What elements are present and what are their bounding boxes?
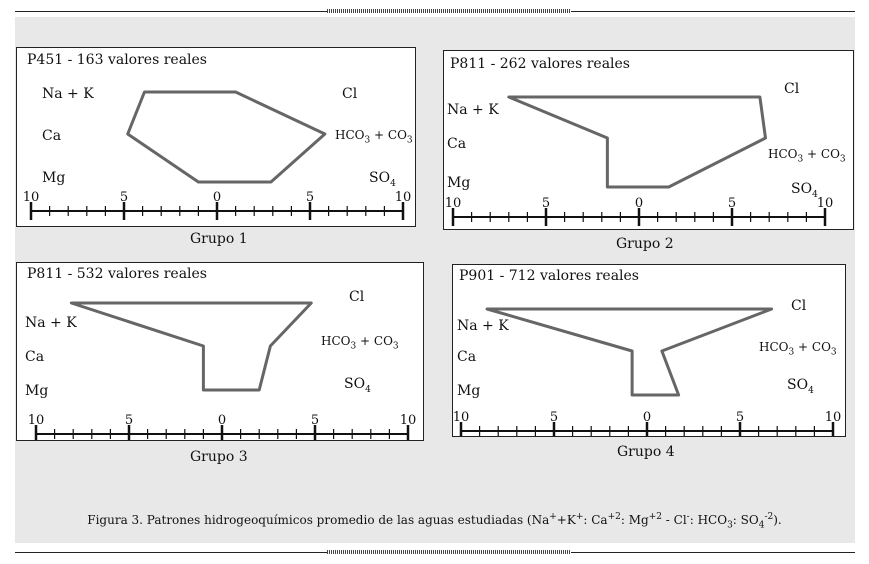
tick-label: 5 [124, 413, 134, 428]
tick-label: 10 [816, 196, 834, 211]
diagram-title: P811 - 532 valores reales [27, 266, 207, 282]
tick-label: 5 [310, 413, 320, 428]
figure-caption: Figura 3. Patrones hidrogeoquímicos promedio de las aguas estudiadas (Na++K+: $Ca^{+2}$: $Mg^{+2} - Cl^-$: $HCO_3$: $SO_4^{-2}$). [87, 512, 782, 531]
tick-label: 10 [444, 196, 462, 211]
tick-label: 5 [119, 190, 129, 205]
diagram-plot [444, 51, 853, 229]
stiff-diagram-3 [16, 262, 424, 441]
diagram-plot [17, 48, 415, 226]
stiff-diagram-1 [16, 47, 416, 227]
label-hco3-co3: $HCO_3 + CO_3$ [759, 340, 837, 358]
stiff-polygon [487, 309, 772, 395]
stiff-polygon [71, 303, 311, 390]
label-na-k: Na + K [447, 102, 499, 118]
label-ca: Ca [25, 349, 45, 365]
label-so4: $SO_4$ [791, 181, 818, 200]
tick-label: 0 [212, 190, 222, 205]
tick-label: 5 [727, 196, 737, 211]
tick-label: 0 [217, 413, 227, 428]
stiff-diagram-2 [443, 50, 854, 230]
tick-label: 10 [824, 410, 842, 425]
tick-label: 10 [27, 413, 45, 428]
stiff-diagram-4 [452, 264, 846, 437]
group-label: Grupo 2 [616, 236, 674, 252]
group-label: Grupo 4 [617, 444, 675, 460]
label-ca: Ca [42, 128, 62, 144]
bottom-rule-ornament [327, 550, 571, 554]
label-mg: Mg [447, 175, 471, 191]
label-mg: Mg [25, 383, 49, 399]
tick-label: 5 [735, 410, 745, 425]
label-cl: Cl [791, 298, 807, 314]
label-mg: Mg [457, 383, 481, 399]
tick-label: 10 [394, 190, 412, 205]
tick-label: 5 [305, 190, 315, 205]
label-ca: Ca [457, 349, 477, 365]
label-so4: $SO_4$ [344, 376, 371, 395]
stiff-polygon [509, 97, 766, 187]
stiff-polygon [128, 92, 325, 182]
label-cl: Cl [349, 289, 365, 305]
label-mg: Mg [42, 170, 66, 186]
label-so4: $SO_4$ [787, 377, 814, 396]
diagram-plot [453, 265, 845, 436]
group-label: Grupo 3 [190, 449, 248, 465]
label-ca: Ca [447, 136, 467, 152]
label-hco3-co3: $HCO_3 + CO_3$ [768, 147, 846, 165]
tick-label: 0 [642, 410, 652, 425]
tick-label: 5 [541, 196, 551, 211]
diagram-title: P811 - 262 valores reales [450, 56, 630, 72]
label-hco3-co3: $HCO_3 + CO_3$ [335, 128, 413, 146]
top-rule-ornament [327, 9, 571, 13]
label-so4: $SO_4$ [369, 170, 396, 189]
label-na-k: Na + K [457, 318, 509, 334]
tick-label: 10 [22, 190, 40, 205]
tick-label: 5 [549, 410, 559, 425]
label-cl: Cl [342, 86, 358, 102]
label-cl: Cl [784, 81, 800, 97]
tick-label: 10 [453, 410, 470, 425]
label-na-k: Na + K [25, 315, 77, 331]
tick-label: 10 [399, 413, 417, 428]
diagram-title: P451 - 163 valores reales [27, 52, 207, 68]
label-na-k: Na + K [42, 86, 94, 102]
diagram-title: P901 - 712 valores reales [459, 268, 639, 284]
tick-label: 0 [634, 196, 644, 211]
diagram-plot [17, 263, 423, 440]
label-hco3-co3: $HCO_3 + CO_3$ [321, 334, 399, 352]
group-label: Grupo 1 [190, 231, 248, 247]
